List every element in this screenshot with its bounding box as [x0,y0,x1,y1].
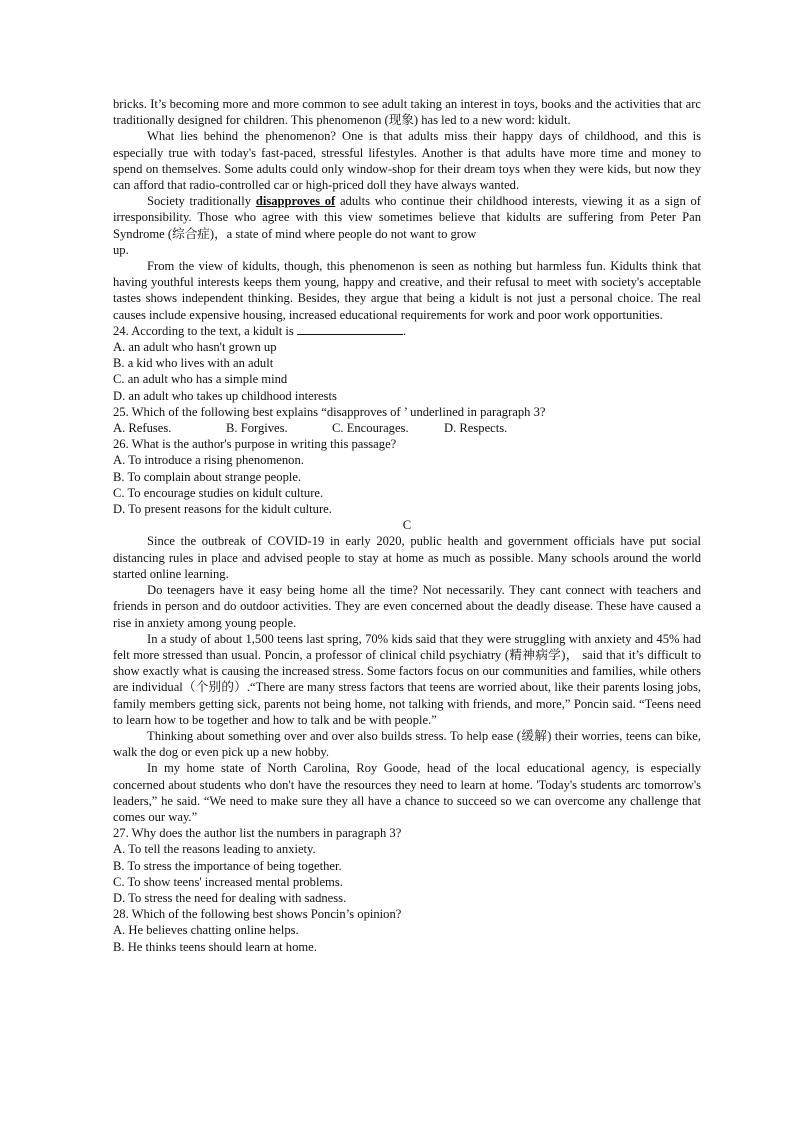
q25-option-a: A. Refuses. [113,421,172,436]
q28-option-b: B. He thinks teens should learn at home. [113,939,317,954]
paragraph-3-text-start: Society traditionally [147,194,256,209]
passage-c-label: C [402,518,412,533]
q24-option-d: D. an adult who takes up childhood interests [113,388,337,403]
underlined-phrase: disapproves of [255,194,336,209]
question-24 [113,323,701,339]
passage-c-paragraph-5: In my home state of North Carolina, Roy Goode, head of the local educational agency, is especially concerned about students who don't have the resources they need to learn at home. 'Today's students arc tomorrow's leaders,” he said. “We need to make sure they all have a chance to succeed so we can overcome any challenge that comes our way.” [113,761,701,824]
passage-c-paragraph-1: Since the outbreak of COVID-19 in early 2020, public health and government officials have put social distancing rules in place and advised people to stay at home as much as possible. Many schools around the world started online learning. [113,534,701,581]
q25-options [113,420,701,436]
paragraph-3-text-end: adults who continue their childhood interests, viewing it as a sign of irresponsibility. Those who agree with this view sometimes believe that kidults are suffering from Peter Pan Syndrome (综合症)，a state of mind where people do not want to grow [113,194,701,241]
document-page [113,96,701,955]
q27-option-c: C. To show teens' increased mental problems. [113,874,343,889]
q28-option-a: A. He believes chatting online helps. [113,923,299,938]
question-24-stem: 24. According to the text, a kidult is [113,323,294,338]
q27-option-a: A. To tell the reasons leading to anxiety. [113,842,316,857]
q26-option-c: C. To encourage studies on kidult culture. [113,485,324,500]
question-25-stem: 25. Which of the following best explains “disapproves of ’ underlined in paragraph 3? [113,404,546,419]
q24-option-c: C. an adult who has a simple mind [113,372,288,387]
q26-option-a: A. To introduce a rising phenomenon. [113,453,304,468]
q24-option-a: A. an adult who hasn't grown up [113,340,277,355]
passage-b-paragraph-1: bricks. It’s becoming more and more common to see adult taking an interest in toys, books and the activities that arc traditionally designed for children. This phenomenon (现象) has led to a new word: kidult. [113,97,701,128]
q25-option-d: D. Respects. [444,421,508,436]
passage-b-paragraph-2: What lies behind the phenomenon? One is that adults miss their happy days of childhood, and this is especially true with today's fast-paced, stressful lifestyles. Another is that adults have more time and money to spend on themselves. Some adults could only window-shop for their dream toys when they were kids, but now they can afford that radio-controlled car or high-priced doll they have always wanted. [113,129,701,193]
q27-option-d: D. To stress the need for dealing with sadness. [113,890,347,905]
q26-option-d: D. To present reasons for the kidult culture. [113,502,332,517]
passage-c-paragraph-3: In a study of about 1,500 teens last spring, 70% kids said that they were struggling with anxiety and 45% had felt more stressed than usual. Poncin, a professor of clinical child psychiatry (精神病学)， said that it’s difficult to show exactly what is causing the increased stress. Some factors focus on our communities and families, while others are individual（个别的）.“There are many stress factors that teens are worried about, like their parents losing jobs, family members getting sick, parents not being home, not talking with friends, and more,” Poncin said. “Teens need to learn how to be together and how to talk and be with people.” [113,631,701,727]
question-26-stem: 26. What is the author's purpose in writing this passage? [113,437,397,452]
q25-option-b: B. Forgives. [226,421,288,436]
passage-c-paragraph-4: Thinking about something over and over also builds stress. To help ease (缓解) their worries, teens can bike, walk the dog or even pick up a new hobby. [113,728,701,760]
answer-blank [297,323,403,335]
passage-b-paragraph-3 [113,193,701,242]
passage-c-paragraph-2: Do teenagers have it easy being home all the time? Not necessarily. They cant connect with teachers and friends in person and do outdoor activities. They are even concerned about the deadly disease. These have caused a rise in anxiety among young people. [113,583,701,630]
q26-option-b: B. To complain about strange people. [113,469,302,484]
question-27-stem: 27. Why does the author list the numbers in paragraph 3? [113,826,402,841]
q27-option-b: B. To stress the importance of being together. [113,858,342,873]
passage-b-paragraph-4: From the view of kidults, though, this phenomenon is seen as nothing but harmless fun. Kidults think that having youthful interests keeps them young, happy and creative, and their refusal to meet with society's acceptable tastes shows independent thinking. Besides, they argue that being a kidult is not just a personal choice. The real causes include expensive housing, increased educational requirements for work and poor work opportunities. [113,259,701,322]
question-24-period: . [403,323,407,338]
q24-option-b: B. a kid who lives with an adult [113,356,274,371]
question-28-stem: 28. Which of the following best shows Poncin’s opinion? [113,907,402,922]
q25-option-c: C. Encourages. [332,421,409,436]
paragraph-3-last-word: up. [113,242,129,257]
